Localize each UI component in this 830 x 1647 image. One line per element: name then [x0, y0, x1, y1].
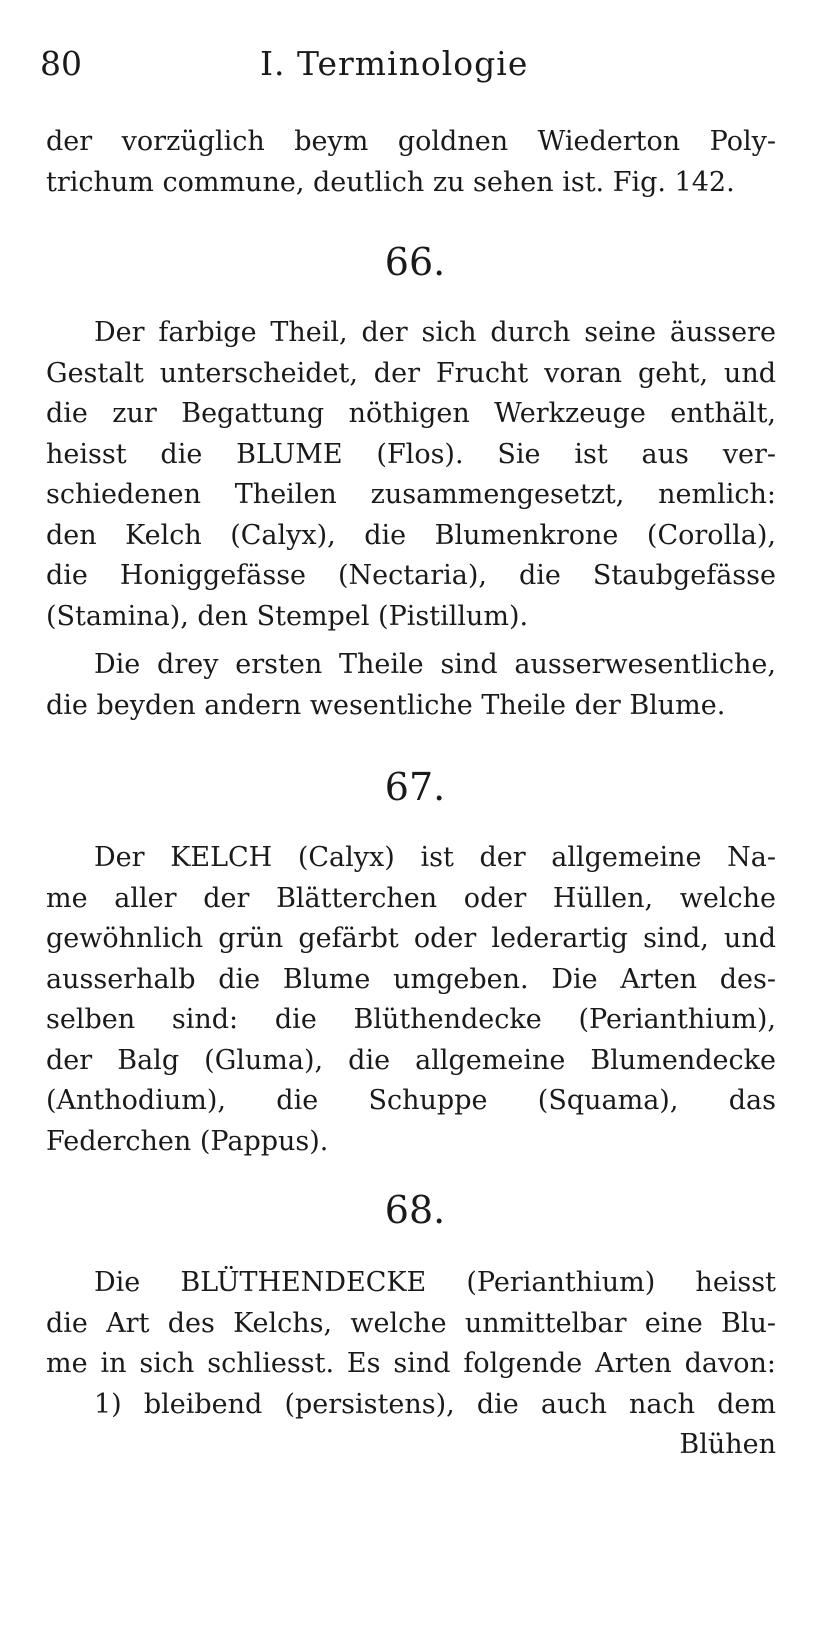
text-line: die zur Begattung nöthigen Werkzeuge enthält,: [46, 398, 776, 429]
text-line: Der KELCH (Calyx) ist der allgemeine Na-: [94, 842, 776, 873]
text-line: Gestalt unterscheidet, der Frucht voran geht, und: [46, 357, 776, 389]
intro-paragraph: [46, 122, 776, 203]
section-number-66: 66.: [384, 240, 446, 284]
text-line: die beyden andern wesentliche Theile der Blume.: [46, 689, 726, 721]
section-number-68: 68.: [384, 1188, 446, 1232]
section-66-paragraph-2: [46, 645, 776, 726]
text-line: gewöhnlich grün gefärbt oder lederartig sind, und: [46, 923, 776, 954]
section-number-67: 67.: [384, 765, 446, 809]
text-line: Der farbige Theil, der sich durch seine äussere: [94, 317, 776, 348]
text-line: Federchen (Pappus).: [46, 1125, 329, 1157]
text-line: (Stamina), den Stempel (Pistillum).: [46, 600, 529, 632]
text-line: der vorzüglich beym goldnen Wiederton Poly-: [46, 126, 776, 157]
text-line: heisst die BLUME (Flos). Sie ist aus ver-: [46, 438, 776, 470]
text-line: 1) bleibend (persistens), die auch nach dem: [94, 1388, 776, 1420]
text-line: ausserhalb die Blume umgeben. Die Arten des-: [46, 963, 776, 995]
text-line: selben sind: die Blüthendecke (Perianthium),: [46, 1004, 776, 1035]
text-line: (Anthodium), die Schuppe (Squama), das: [46, 1085, 776, 1116]
running-head: [40, 44, 800, 94]
text-line: schiedenen Theilen zusammengesetzt, nemlich:: [46, 479, 776, 510]
text-line: Die BLÜTHENDECKE (Perianthium) heisst: [94, 1267, 776, 1298]
text-line: die Art des Kelchs, welche unmittelbar eine Blu-: [46, 1307, 776, 1339]
text-line: die Honiggefässe (Nectaria), die Staubgefässe: [46, 560, 776, 591]
text-line: den Kelch (Calyx), die Blumenkrone (Corolla),: [46, 519, 776, 551]
section-66-paragraph-1: [46, 313, 776, 637]
page-number: 80: [40, 44, 82, 83]
text-line: trichum commune, deutlich zu sehen ist. Fig. 142.: [46, 166, 735, 198]
section-67-paragraph-1: [46, 838, 776, 1162]
section-68-paragraph-1: [46, 1263, 776, 1466]
text-line: Die drey ersten Theile sind ausserwesentliche,: [94, 649, 776, 680]
text-line: me in sich schliesst. Es sind folgende Arten davon:: [46, 1348, 776, 1379]
catchword: Blühen: [679, 1429, 776, 1460]
text-line: me aller der Blätterchen oder Hüllen, welche: [46, 882, 776, 914]
chapter-title: I. Terminologie: [260, 44, 529, 83]
text-line: der Balg (Gluma), die allgemeine Blumendecke: [46, 1044, 776, 1076]
